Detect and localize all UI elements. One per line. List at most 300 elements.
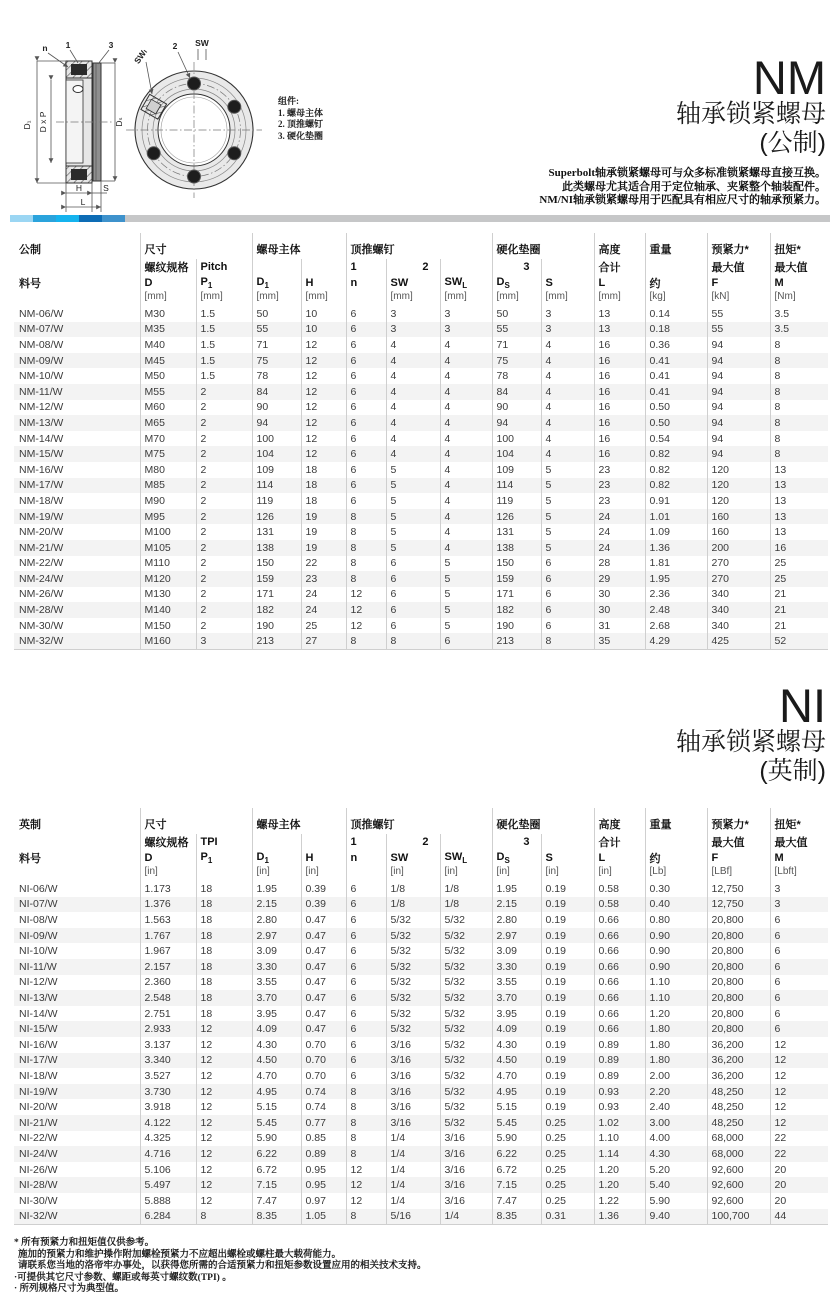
footnote: · 所列规格尺寸为典型值。	[14, 1284, 125, 1295]
column-unit: [mm]	[252, 291, 301, 306]
table-cell: 2.15	[492, 897, 541, 913]
column-subheader: 合计	[594, 259, 645, 275]
table-cell: 1/4	[386, 1177, 440, 1193]
table-cell: 12	[196, 1037, 252, 1053]
table-cell: 27	[301, 633, 346, 649]
table-cell: 3.70	[492, 990, 541, 1006]
part-number-cell: NI-11/W	[19, 960, 57, 973]
table-cell: 68,000	[707, 1146, 770, 1162]
table-cell: 5/32	[386, 975, 440, 991]
table-cell: M110	[140, 556, 196, 572]
table-cell: 48,250	[707, 1115, 770, 1131]
column-group-header: 扭矩*	[770, 808, 828, 834]
table-cell: 21	[770, 587, 828, 603]
table-cell: 20	[770, 1162, 828, 1178]
table-cell: 190	[252, 618, 301, 634]
table-cell: 182	[252, 602, 301, 618]
table-row	[14, 1162, 828, 1178]
table-cell: 5/32	[440, 975, 492, 991]
table-cell: 6	[770, 943, 828, 959]
table-cell: 0.25	[541, 1177, 594, 1193]
table-cell: 0.66	[594, 990, 645, 1006]
table-cell: 1.767	[140, 928, 196, 944]
table-cell: 12	[301, 400, 346, 416]
column-subheader	[301, 834, 346, 850]
nm-description: Superbolt轴承锁紧螺母可与众多标准锁紧螺母直接互换。 此类螺母尤其适合用于定位轴承、夹紧整个轴装配件。 NM/NI轴承锁紧螺母用于匹配具有相应尺寸的轴承预紧力。	[539, 167, 826, 206]
part-number-cell: NI-19/W	[19, 1085, 58, 1098]
table-cell: M65	[140, 415, 196, 431]
table-cell: 23	[594, 462, 645, 478]
column-unit: [Lbft]	[770, 866, 828, 881]
column-group-header: 尺寸	[140, 233, 252, 259]
table-cell: 6	[770, 912, 828, 928]
table-row	[14, 943, 828, 959]
table-cell: 8	[770, 415, 828, 431]
table-cell: 36,200	[707, 1068, 770, 1084]
table-cell: 1.5	[196, 322, 252, 338]
dim-label-ds: Dₛ	[114, 117, 124, 127]
table-cell: 12	[770, 1053, 828, 1069]
table-cell: 340	[707, 602, 770, 618]
part-number-cell: NM-15/W	[19, 448, 64, 461]
table-cell: 5/32	[440, 1068, 492, 1084]
table-cell: 18	[196, 959, 252, 975]
table-cell: 1.36	[594, 1209, 645, 1225]
column-group-header: 硬化垫圈	[492, 233, 594, 259]
table-cell: 6	[346, 912, 386, 928]
ni-header	[0, 650, 830, 808]
table-cell: 2	[196, 400, 252, 416]
table-cell: 1.80	[645, 1021, 707, 1037]
table-cell: 6	[386, 556, 440, 572]
header-symbol-row	[14, 850, 828, 866]
column-header: M	[770, 275, 828, 291]
table-cell: 4	[541, 446, 594, 462]
table-cell: 94	[707, 353, 770, 369]
table-cell: 1.05	[301, 1209, 346, 1225]
table-cell: 6	[346, 1006, 386, 1022]
table-cell: 0.82	[645, 462, 707, 478]
table-cell: 6	[346, 1068, 386, 1084]
table-cell: 48,250	[707, 1084, 770, 1100]
table-cell: 109	[492, 462, 541, 478]
table-cell: 2.80	[252, 912, 301, 928]
footnote: 请联系您当地的洛帝牢办事处，以获得您所需的合适预紧力和扭矩参数设置应用的相关技术支持。	[18, 1261, 427, 1272]
column-header: F	[707, 850, 770, 866]
table-cell: 3.09	[252, 943, 301, 959]
table-cell: 30	[594, 602, 645, 618]
table-cell: 18	[196, 990, 252, 1006]
table-cell: 1.02	[594, 1115, 645, 1131]
table-cell: 5	[386, 509, 440, 525]
table-cell: 0.95	[301, 1162, 346, 1178]
table-cell: 5	[440, 618, 492, 634]
table-row	[14, 1006, 828, 1022]
table-cell: 0.39	[301, 881, 346, 897]
column-header: 料号	[19, 278, 41, 290]
table-cell: 12	[770, 1068, 828, 1084]
table-cell: 6	[770, 928, 828, 944]
table-cell: 4	[440, 431, 492, 447]
table-cell: 6	[346, 306, 386, 322]
table-cell: 3.95	[492, 1006, 541, 1022]
table-row	[14, 431, 828, 447]
table-cell: 1/8	[386, 881, 440, 897]
table-row	[14, 633, 828, 649]
table-cell: 4	[440, 509, 492, 525]
column-subheader: 合计	[594, 834, 645, 850]
footnotes	[14, 1238, 830, 1296]
column-header: H	[301, 850, 346, 866]
table-cell: 119	[252, 493, 301, 509]
nm-title-block	[539, 51, 826, 208]
table-cell: 3.30	[492, 959, 541, 975]
part-number-cell: NI-13/W	[19, 992, 58, 1005]
table-cell: 3	[440, 322, 492, 338]
table-cell: 0.40	[645, 897, 707, 913]
table-cell: M55	[140, 384, 196, 400]
table-cell: 23	[301, 571, 346, 587]
table-cell: 0.66	[594, 1021, 645, 1037]
legend-item: 1. 螺母主体	[278, 107, 324, 118]
table-row	[14, 524, 828, 540]
table-cell: 5	[440, 587, 492, 603]
table-cell: 5	[541, 540, 594, 556]
table-cell: 2.97	[492, 928, 541, 944]
table-cell: 5.497	[140, 1177, 196, 1193]
table-cell: 2	[196, 446, 252, 462]
ni-product-code: NI	[779, 679, 826, 733]
column-unit: [in]	[252, 866, 301, 881]
table-cell: 4.122	[140, 1115, 196, 1131]
table-cell: 18	[301, 478, 346, 494]
table-cell: 4	[386, 446, 440, 462]
table-row	[14, 415, 828, 431]
page-header	[0, 0, 830, 215]
table-cell: 0.47	[301, 943, 346, 959]
part-number-cell: NM-07/W	[19, 323, 64, 336]
table-cell: 5.45	[492, 1115, 541, 1131]
table-cell: 4	[541, 353, 594, 369]
table-cell: 3.95	[252, 1006, 301, 1022]
table-cell: 0.19	[541, 897, 594, 913]
column-subheader	[645, 834, 707, 850]
table-cell: 213	[492, 633, 541, 649]
table-cell: M50	[140, 368, 196, 384]
table-row	[14, 1053, 828, 1069]
table-cell: 6.72	[252, 1162, 301, 1178]
column-header: $D_S$	[492, 275, 541, 291]
front-view	[126, 38, 262, 198]
table-cell: 0.19	[541, 1084, 594, 1100]
column-group-header: 预紧力*	[707, 808, 770, 834]
table-cell: 104	[492, 446, 541, 462]
column-subheader	[541, 834, 594, 850]
table-row	[14, 1177, 828, 1193]
table-cell: 0.58	[594, 897, 645, 913]
table-cell: 5.888	[140, 1193, 196, 1209]
table-cell: M80	[140, 462, 196, 478]
table-cell: 84	[252, 384, 301, 400]
column-unit: [in]	[594, 866, 645, 881]
table-cell: 0.80	[645, 912, 707, 928]
column-header: L	[594, 275, 645, 291]
table-cell: 1.95	[645, 571, 707, 587]
part-number-cell: NM-14/W	[19, 432, 64, 445]
table-cell: 18	[196, 881, 252, 897]
table-cell: 7.15	[492, 1177, 541, 1193]
table-row	[14, 462, 828, 478]
table-cell: 8	[346, 633, 386, 649]
column-group-header: 重量	[645, 233, 707, 259]
column-subheader: 3	[492, 259, 541, 275]
table-cell: 6	[346, 478, 386, 494]
table-cell: 12	[196, 1131, 252, 1147]
table-cell: 94	[707, 446, 770, 462]
table-cell: 4.30	[252, 1037, 301, 1053]
table-cell: 3.918	[140, 1099, 196, 1115]
table-cell: 6	[346, 493, 386, 509]
table-cell: 5/32	[440, 1084, 492, 1100]
table-cell: 0.19	[541, 912, 594, 928]
table-cell: 16	[594, 368, 645, 384]
table-cell: 6	[346, 446, 386, 462]
table-cell: 12	[301, 337, 346, 353]
table-cell: 4	[386, 368, 440, 384]
table-cell: 71	[252, 337, 301, 353]
table-cell: 18	[301, 493, 346, 509]
table-cell: 8.35	[252, 1209, 301, 1225]
table-cell: 2.157	[140, 959, 196, 975]
table-cell: 1.173	[140, 881, 196, 897]
column-unit	[346, 866, 386, 881]
table-cell: 3/16	[386, 1115, 440, 1131]
table-cell: 1/4	[386, 1193, 440, 1209]
table-row	[14, 446, 828, 462]
table-cell: M130	[140, 587, 196, 603]
table-cell: 3.5	[770, 306, 828, 322]
table-cell: 0.74	[301, 1084, 346, 1100]
table-cell: 5.15	[492, 1099, 541, 1115]
table-cell: 0.93	[594, 1084, 645, 1100]
part-number-cell: NI-07/W	[19, 898, 58, 911]
part-number-cell: NI-12/W	[19, 976, 58, 989]
table-cell: 5/16	[386, 1209, 440, 1225]
table-row	[14, 990, 828, 1006]
table-cell: 12	[770, 1084, 828, 1100]
column-unit: [mm]	[140, 291, 196, 306]
table-cell: 8	[346, 556, 386, 572]
table-cell: 1/4	[440, 1209, 492, 1225]
table-cell: 3	[770, 881, 828, 897]
table-cell: 29	[594, 571, 645, 587]
table-cell: 94	[707, 384, 770, 400]
column-subheader: 最大值	[770, 259, 828, 275]
table-cell: 55	[707, 322, 770, 338]
table-cell: M90	[140, 493, 196, 509]
table-cell: 120	[707, 462, 770, 478]
part-number-cell: NI-18/W	[19, 1069, 58, 1082]
table-cell: 2	[196, 618, 252, 634]
table-row	[14, 384, 828, 400]
table-cell: 1.22	[594, 1193, 645, 1209]
table-cell: 0.25	[541, 1146, 594, 1162]
table-cell: 5.20	[645, 1162, 707, 1178]
table-cell: 2.933	[140, 1021, 196, 1037]
table-cell: 5.15	[252, 1099, 301, 1115]
table-cell: 0.19	[541, 928, 594, 944]
table-cell: 3.55	[252, 975, 301, 991]
table-cell: 131	[492, 524, 541, 540]
table-cell: 2.40	[645, 1099, 707, 1115]
part-number-cell: NM-28/W	[19, 604, 64, 617]
table-cell: 4.95	[252, 1084, 301, 1100]
table-cell: 12	[346, 587, 386, 603]
table-cell: 12	[196, 1084, 252, 1100]
column-group-header: 螺母主体	[252, 808, 346, 834]
table-cell: 4	[386, 431, 440, 447]
table-row	[14, 353, 828, 369]
column-unit: [LBf]	[707, 866, 770, 881]
table-cell: 6	[770, 990, 828, 1006]
column-header: 约	[645, 850, 707, 866]
table-cell: 55	[492, 322, 541, 338]
table-cell: 4	[440, 478, 492, 494]
column-unit	[346, 291, 386, 306]
table-cell: 3/16	[386, 1084, 440, 1100]
table-cell: 6	[541, 587, 594, 603]
table-cell: 1.563	[140, 912, 196, 928]
part-number-cell: NI-14/W	[19, 1007, 58, 1020]
column-unit: [mm]	[492, 291, 541, 306]
table-cell: 0.41	[645, 384, 707, 400]
table-cell: 126	[492, 509, 541, 525]
table-cell: 12	[346, 618, 386, 634]
table-cell: 0.66	[594, 959, 645, 975]
table-cell: 12	[196, 1193, 252, 1209]
table-row	[14, 368, 828, 384]
table-cell: 5/32	[440, 1099, 492, 1115]
table-cell: 16	[594, 415, 645, 431]
table-cell: 90	[252, 400, 301, 416]
table-cell: 20,800	[707, 1006, 770, 1022]
table-cell: 0.82	[645, 478, 707, 494]
table-cell: 12	[196, 1053, 252, 1069]
table-cell: 150	[492, 556, 541, 572]
table-cell: 6	[346, 943, 386, 959]
column-subheader: Pitch	[196, 259, 252, 275]
column-unit: [mm]	[386, 291, 440, 306]
table-cell: 0.47	[301, 959, 346, 975]
table-cell: 6	[346, 353, 386, 369]
table-cell: 0.66	[594, 912, 645, 928]
table-cell: 4	[541, 415, 594, 431]
table-cell: 100,700	[707, 1209, 770, 1225]
table-cell: 5	[386, 493, 440, 509]
table-cell: 4.09	[492, 1021, 541, 1037]
table-cell: 6	[346, 384, 386, 400]
column-unit: [mm]	[541, 291, 594, 306]
table-cell: 1.80	[645, 1053, 707, 1069]
table-cell: 5.106	[140, 1162, 196, 1178]
table-cell: 12	[196, 1099, 252, 1115]
part-number-cell: NM-19/W	[19, 510, 64, 523]
column-subheader: 最大值	[707, 259, 770, 275]
table-cell: 0.25	[541, 1193, 594, 1209]
table-row	[14, 618, 828, 634]
table-cell: 0.91	[645, 493, 707, 509]
part-number-cell: NM-26/W	[19, 588, 64, 601]
table-cell: 6	[770, 959, 828, 975]
table-cell: 4	[440, 462, 492, 478]
table-cell: 0.39	[301, 897, 346, 913]
table-cell: 3/16	[386, 1068, 440, 1084]
table-cell: 20	[770, 1193, 828, 1209]
table-row	[14, 587, 828, 603]
table-cell: 0.89	[301, 1146, 346, 1162]
table-cell: 4	[386, 384, 440, 400]
table-cell: 1.5	[196, 353, 252, 369]
table-row	[14, 897, 828, 913]
table-cell: 20,800	[707, 959, 770, 975]
table-cell: 2.36	[645, 587, 707, 603]
table-cell: 0.93	[594, 1099, 645, 1115]
column-subheader: 1	[346, 834, 386, 850]
footnote: 施加的预紧力和维护操作附加螺栓预紧力不应超出螺栓或螺柱最大载荷能力。	[18, 1249, 342, 1260]
table-cell: 2.20	[645, 1084, 707, 1100]
column-header: $SW_L$	[440, 850, 492, 866]
table-cell: 6	[346, 959, 386, 975]
column-group-header: 高度	[594, 808, 645, 834]
column-subheader	[252, 834, 301, 850]
table-cell: 8	[346, 1115, 386, 1131]
table-cell: 13	[770, 478, 828, 494]
table-cell: 5	[440, 602, 492, 618]
table-cell: 5	[541, 509, 594, 525]
table-cell: 2	[196, 493, 252, 509]
table-cell: 3.09	[492, 943, 541, 959]
table-cell: 1.14	[594, 1146, 645, 1162]
table-cell: 3.730	[140, 1084, 196, 1100]
part-number-cell: NM-22/W	[19, 557, 64, 570]
column-unit	[196, 866, 252, 881]
table-cell: 8.35	[492, 1209, 541, 1225]
column-header: $SW_L$	[440, 275, 492, 291]
table-cell: 4	[386, 337, 440, 353]
column-header: D	[140, 275, 196, 291]
table-cell: 0.66	[594, 943, 645, 959]
table-cell: 5/32	[440, 912, 492, 928]
table-cell: 270	[707, 556, 770, 572]
table-cell: 0.31	[541, 1209, 594, 1225]
table-cell: 160	[707, 524, 770, 540]
table-cell: 4.29	[645, 633, 707, 649]
accent-bar	[10, 215, 830, 222]
part-number-cell: NI-17/W	[19, 1054, 58, 1067]
table-cell: 36,200	[707, 1037, 770, 1053]
table-cell: 3	[770, 897, 828, 913]
table-cell: 8	[770, 368, 828, 384]
part-number-cell: NM-09/W	[19, 354, 64, 367]
table-cell: 0.85	[301, 1131, 346, 1147]
table-cell: 6	[346, 337, 386, 353]
table-cell: 2.48	[645, 602, 707, 618]
column-unit: [Nm]	[770, 291, 828, 306]
table-cell: 2.751	[140, 1006, 196, 1022]
part-number-cell: NM-20/W	[19, 526, 64, 539]
table-cell: 5.90	[645, 1193, 707, 1209]
column-header: $P_1$	[196, 275, 252, 291]
